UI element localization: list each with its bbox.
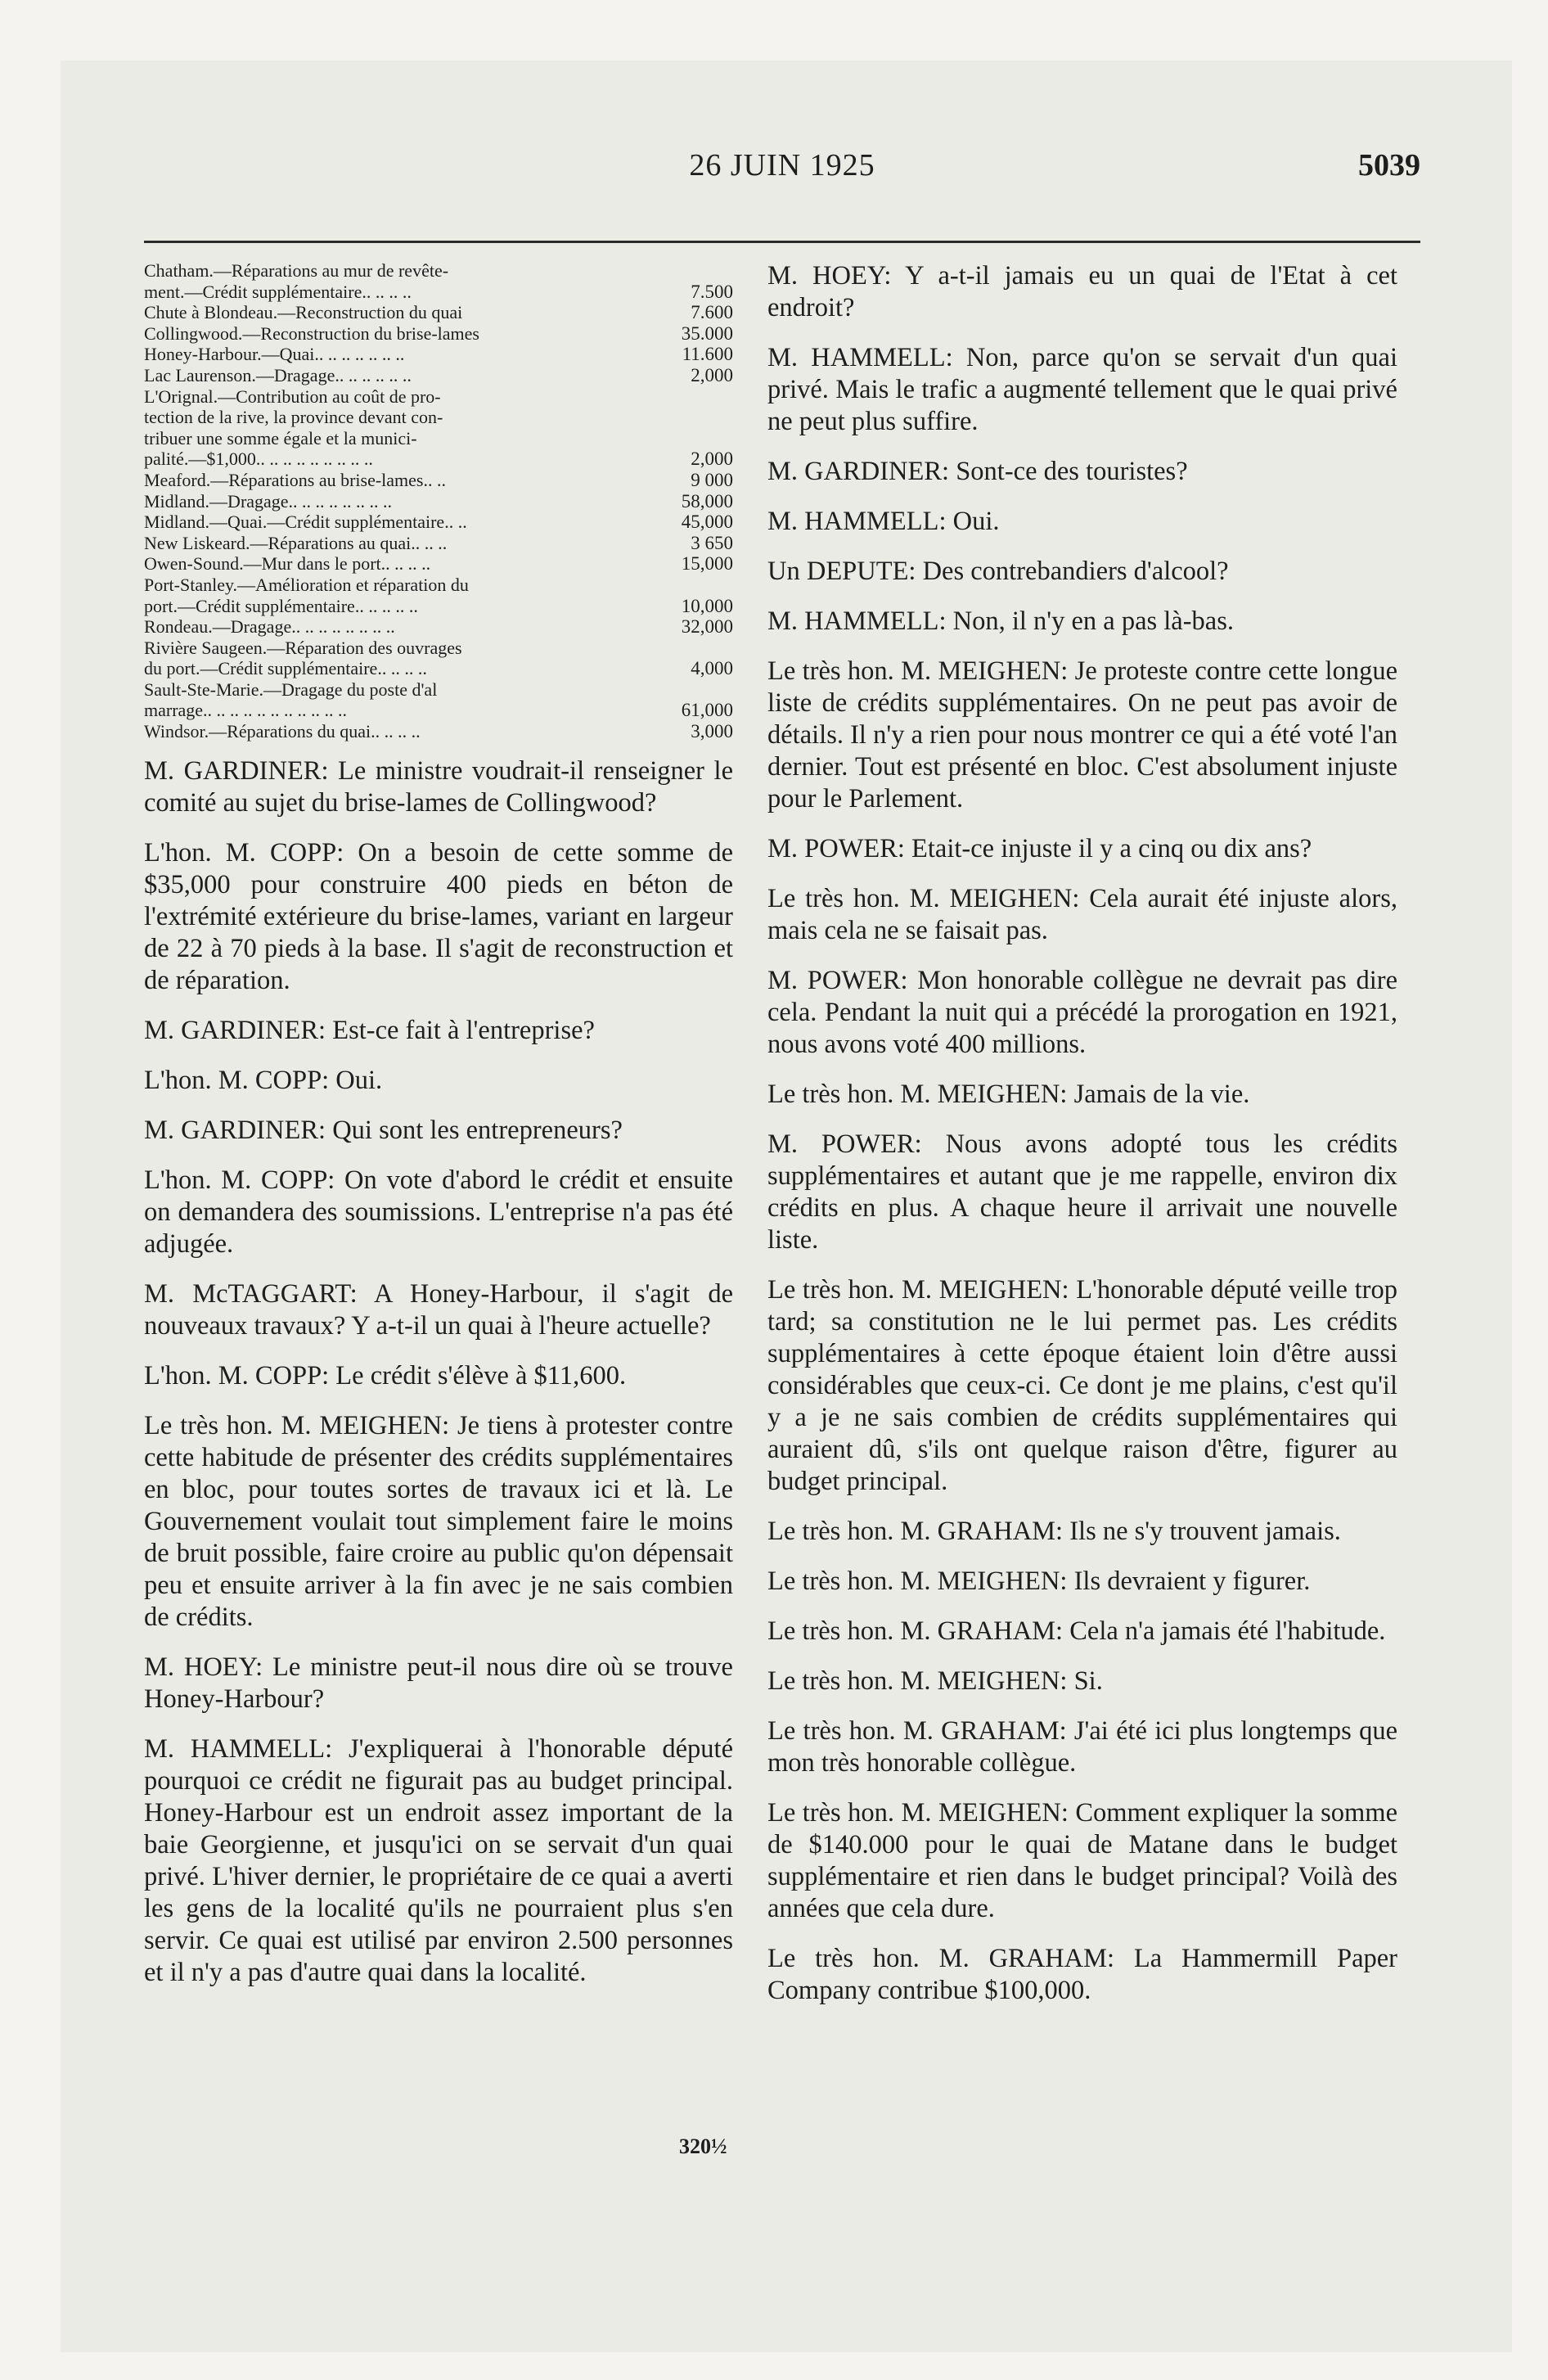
debate-paragraph: Le très hon. M. MEIGHEN: Si.: [767, 1666, 1103, 1696]
entry-amount: 4,000: [691, 658, 733, 679]
header-date: 26 JUIN 1925: [689, 148, 875, 183]
debate-paragraph: M. HAMMELL: Non, parce qu'on se servait d'un quai privé. Mais le trafic a augmenté tellement que le quai privé ne peut plus suffire.: [767, 343, 1397, 436]
entry-description: Midland.—Quai.—Crédit supplémentaire.. ..: [144, 512, 467, 533]
entry-amount: 58,000: [681, 490, 733, 512]
debate-paragraph: M. HAMMELL: J'expliquerai à l'honorable député pourquoi ce crédit ne figurait pas au budget principal. Honey-Harbour est un endroit assez important de la baie Georgienne, et jusqu'ici on se servait d'un quai privé. L'hiver dernier, le propriétaire de ce quai a averti les gens de la localité qu'ils ne pourraient plus s'en servir. Ce quai est utilisé par environ 2.500 personnes et il n'y a pas d'autre quai dans la localité.: [144, 1733, 733, 1987]
debate-paragraph: Le très hon. M. GRAHAM: Ils ne s'y trouvent jamais.: [767, 1517, 1341, 1546]
entry-amount: 2,000: [691, 449, 733, 470]
header-rule: [144, 241, 1420, 243]
debate-paragraph: Le très hon. M. MEIGHEN: Ils devraient y figurer.: [767, 1566, 1311, 1596]
entry-description: Port-Stanley.—Amélioration et réparation du port.—Crédit supplémentaire.. .. .. .. ..: [144, 574, 469, 616]
entry-amount: 3 650: [691, 532, 733, 553]
entry-description: L'Orignal.—Contribution au coût de pro- tection de la rive, la province devant con- tribuer une somme égale et la munici- palité.—$1,000.. .. .. .. .. .. .. .. ..: [144, 385, 443, 470]
debate-paragraph: M. GARDINER: Sont-ce des touristes?: [767, 457, 1188, 486]
entry-amount: 11.600: [682, 344, 733, 365]
debate-paragraph: M. POWER: Mon honorable collègue ne devrait pas dire cela. Pendant la nuit qui a précédé la prorogation en 1921, nous avons voté 400 millions.: [767, 966, 1397, 1059]
page-number: 5039: [1358, 148, 1420, 183]
debate-paragraph: Le très hon. M. MEIGHEN: Je tiens à protester contre cette habitude de présenter des crédits supplémentaires en bloc, pour toutes sortes de travaux ici et là. Le Gouvernement voulait tout simplement faire le moins de bruit possible, faire croire au public qu'on dépensait peu et ensuite arriver à la fin avec je ne sais combien de crédits.: [144, 1410, 733, 1632]
debate-paragraph: Le très hon. M. MEIGHEN: Je proteste contre cette longue liste de crédits supplémentaires. On ne peut pas avoir de détails. Il n'y a rien pour nous montrer ce qui a été voté l'an dernier. Tout est présenté en bloc. C'est absolument injuste pour le Parlement.: [767, 656, 1397, 814]
entry-description: Rondeau.—Dragage.. .. .. .. .. .. .. ..: [144, 616, 395, 638]
entry-description: Lac Laurenson.—Dragage.. .. .. .. .. ..: [144, 364, 412, 385]
entry-description: Honey-Harbour.—Quai.. .. .. .. .. .. ..: [144, 344, 405, 365]
debate-paragraph: Le très hon. M. GRAHAM: Cela n'a jamais été l'habitude.: [767, 1616, 1386, 1646]
entry-amount: 7.500: [691, 281, 733, 302]
appropriation-entry: [144, 616, 733, 638]
debate-paragraph: M. HOEY: Le ministre peut-il nous dire où se trouve Honey-Harbour?: [144, 1652, 733, 1714]
entry-description: Owen-Sound.—Mur dans le port.. .. .. ..: [144, 553, 431, 575]
right-column: [767, 260, 1397, 2025]
debate-paragraph: M. GARDINER: Qui sont les entrepreneurs?: [144, 1115, 623, 1145]
appropriation-entry: [144, 386, 733, 470]
entry-amount: 10,000: [681, 595, 733, 616]
appropriation-entry: [144, 302, 733, 323]
entry-amount: 3,000: [691, 721, 733, 742]
appropriation-entry: [144, 470, 733, 491]
debate-paragraph: L'hon. M. COPP: Le crédit s'élève à $11,600.: [144, 1360, 627, 1391]
debate-paragraph: Le très hon. M. MEIGHEN: L'honorable député veille trop tard; sa constitution ne le lui permet pas. Les crédits supplémentaires à cette époque étaient loin d'être aussi considérables que ceux-ci. Ce dont je me plains, c'est qu'il y a je ne sais combien de crédits supplémentaires qui auraient dû, s'ils ont quelque raison d'être, figurer au budget principal.: [767, 1275, 1397, 1496]
left-debate: [144, 755, 733, 1989]
debate-paragraph: L'hon. M. COPP: On a besoin de cette somme de $35,000 pour construire 400 pieds en béton de l'extrémité extérieure du brise-lames, variant en largeur de 22 à 70 pieds à la base. Il s'agit de reconstruction et de réparation.: [144, 837, 733, 995]
debate-paragraph: Le très hon. M. MEIGHEN: Jamais de la vie.: [767, 1080, 1250, 1109]
appropriation-entry: [144, 721, 733, 742]
entry-description: Collingwood.—Reconstruction du brise-lames: [144, 322, 479, 344]
entry-amount: 15,000: [681, 553, 733, 575]
appropriation-entry: [144, 323, 733, 345]
appropriation-entry: [144, 638, 733, 679]
appropriation-list: [144, 260, 733, 742]
entry-description: Midland.—Dragage.. .. .. .. .. .. .. ..: [144, 490, 393, 512]
entry-amount: 35.000: [681, 322, 733, 344]
left-column: [144, 260, 733, 2007]
appropriation-entry: [144, 344, 733, 365]
debate-paragraph: M. HAMMELL: Oui.: [767, 507, 1000, 536]
entry-amount: 61,000: [681, 700, 733, 721]
entry-description: Rivière Saugeen.—Réparation des ouvrages du port.—Crédit supplémentaire.. .. .. ..: [144, 637, 462, 679]
entry-amount: 32,000: [681, 616, 733, 638]
entry-description: Chatham.—Réparations au mur de revête- ment.—Crédit supplémentaire.. .. .. ..: [144, 260, 449, 302]
entry-amount: 7.600: [691, 302, 733, 323]
debate-paragraph: M. HOEY: Y a-t-il jamais eu un quai de l'Etat à cet endroit?: [767, 261, 1397, 322]
appropriation-entry: [144, 365, 733, 386]
entry-amount: 45,000: [681, 512, 733, 533]
right-debate: [767, 260, 1397, 2007]
folio: 320½: [679, 2134, 727, 2158]
debate-paragraph: Le très hon. M. GRAHAM: J'ai été ici plus longtemps que mon très honorable collègue.: [767, 1716, 1397, 1778]
debate-paragraph: Le très hon. M. MEIGHEN: Comment expliquer la somme de $140.000 pour le quai de Matane dans le budget supplémentaire et rien dans le budget principal? Voilà des années que cela dure.: [767, 1798, 1397, 1923]
debate-paragraph: Le très hon. M. MEIGHEN: Cela aurait été injuste alors, mais cela ne se faisait pas.: [767, 884, 1397, 945]
appropriation-entry: [144, 491, 733, 512]
entry-description: Meaford.—Réparations au brise-lames.. ..: [144, 469, 446, 490]
debate-paragraph: M. McTAGGART: A Honey-Harbour, il s'agit de nouveaux travaux? Y a-t-il un quai à l'heure actuelle?: [144, 1278, 733, 1341]
debate-paragraph: Un DEPUTE: Des contrebandiers d'alcool?: [767, 557, 1229, 586]
entry-description: Windsor.—Réparations du quai.. .. .. ..: [144, 721, 421, 742]
debate-paragraph: M. GARDINER: Est-ce fait à l'entreprise?: [144, 1015, 595, 1045]
entry-description: New Liskeard.—Réparations au quai.. .. ..: [144, 532, 448, 553]
appropriation-entry: [144, 679, 733, 721]
debate-paragraph: M. GARDINER: Le ministre voudrait-il renseigner le comité au sujet du brise-lames de Collingwood?: [144, 755, 733, 818]
debate-paragraph: L'hon. M. COPP: Oui.: [144, 1065, 383, 1095]
debate-paragraph: M. HAMMELL: Non, il n'y en a pas là-bas.: [767, 606, 1235, 636]
debate-paragraph: Le très hon. M. GRAHAM: La Hammermill Paper Company contribue $100,000.: [767, 1944, 1397, 2005]
debate-paragraph: M. POWER: Etait-ce injuste il y a cinq ou dix ans?: [767, 834, 1312, 863]
entry-description: Sault-Ste-Marie.—Dragage du poste d'al marrage.. .. .. .. .. .. .. .. .. .. ..: [144, 678, 438, 721]
debate-paragraph: M. POWER: Nous avons adopté tous les crédits supplémentaires et autant que je me rappelle, environ dix crédits en plus. A chaque heure il arrivait une nouvelle liste.: [767, 1129, 1397, 1255]
entry-amount: 9 000: [691, 469, 733, 490]
entry-description: Chute à Blondeau.—Reconstruction du quai: [144, 302, 463, 323]
appropriation-entry: [144, 260, 733, 302]
appropriation-entry: [144, 512, 733, 533]
appropriation-entry: [144, 553, 733, 575]
appropriation-entry: [144, 533, 733, 554]
appropriation-entry: [144, 575, 733, 616]
debate-paragraph: L'hon. M. COPP: On vote d'abord le crédit et ensuite on demandera des soumissions. L'entreprise n'a pas été adjugée.: [144, 1165, 733, 1259]
page-header: [144, 147, 1420, 196]
entry-amount: 2,000: [691, 364, 733, 385]
